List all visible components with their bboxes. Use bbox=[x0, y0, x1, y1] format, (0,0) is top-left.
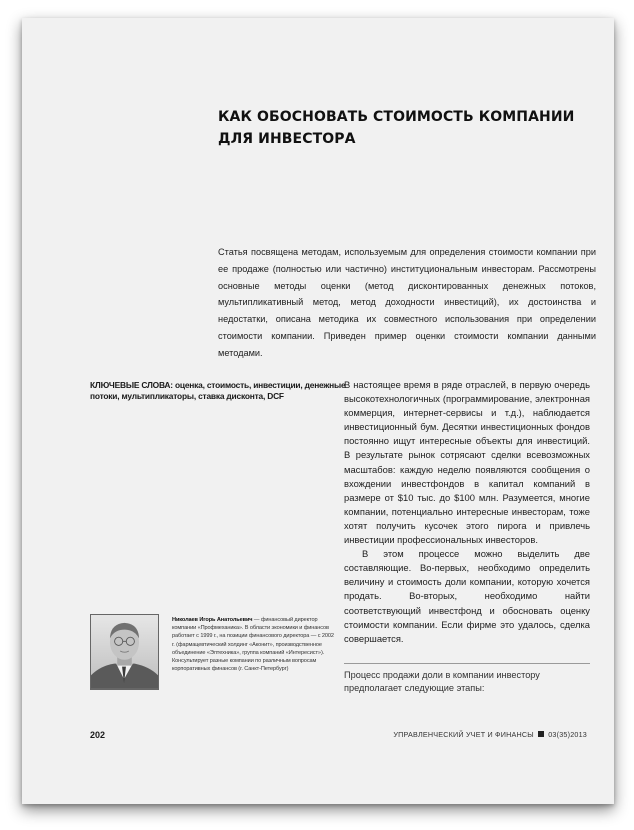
body-paragraph: В этом процессе можно выделить две составляющие. Во-первых, необходимо определить величину и стоимость доли компании, которую хочется продать. Во-вторых, необходимо найти соответствующий инвестфонд и обосновать оценку стоимости компании. Если фирме это удалось, сделка совершается. bbox=[344, 548, 590, 644]
keywords: КЛЮЧЕВЫЕ СЛОВА: оценка, стоимость, инвестиции, денежные потоки, мультипликаторы, ставка дисконта, DCF bbox=[90, 380, 346, 401]
journal-page bbox=[22, 18, 614, 804]
article-body bbox=[344, 378, 590, 646]
square-bullet-icon bbox=[538, 731, 544, 737]
section-divider bbox=[344, 663, 590, 664]
article-abstract: Статья посвящена методам, используемым для определения стоимости компании при ее продаже (полностью или частично) институциональным инвесторам. Рассмотрены основные методы оценки (метод дисконтированных денежных потоков, мультипликативный метод, метод доходности инвестиций), их достоинства и недостатки, описана методика их совместного использования при определении стоимости компании. Приведен пример оценки стоимости компании данными методами. bbox=[218, 247, 596, 358]
journal-footer bbox=[393, 730, 587, 739]
author-description: — финансовый директор компании «Профмеханика». В области экономики и финансов работает с 1999 г., на позиции финансового директора — с 2002 г. (фармацевтический холдинг «Аконит», производственное объединение «Элтехника», группа компаний «Интересист»). Консультирует разные компании по различным вопросам корпоративных финансов (г. Санкт-Петербург) bbox=[172, 617, 334, 673]
journal-name: УПРАВЛЕНЧЕСКИЙ УЧЕТ И ФИНАНСЫ bbox=[393, 730, 534, 739]
author-name: Николаев Игорь Анатольевич bbox=[172, 617, 253, 623]
article-title: КАК ОБОСНОВАТЬ СТОИМОСТЬ КОМПАНИИ ДЛЯ ИНВЕСТОРА bbox=[218, 109, 575, 147]
page-number: 202 bbox=[90, 730, 106, 740]
process-intro: Процесс продажи доли в компании инвестору предполагает следующие этапы: bbox=[344, 670, 540, 694]
journal-issue: 03(35)2013 bbox=[548, 730, 587, 739]
author-bio bbox=[172, 616, 338, 673]
author-photo bbox=[90, 614, 159, 690]
body-paragraph: В настоящее время в ряде отраслей, в первую очередь высокотехнологичных (программирование, электронная коммерция, интернет-сервисы и т.д.), наблюдается инвестиционный бум. Десятки инвестиционных фондов постоянно ищут интересные объекты для инвестиций. В результате рынок сотрясают сделки всевозможных масштабов: каждую неделю появляются сообщения о вхождении инвестфондов в капитал компаний в размере от $10 тыс. до $100 млн. Разумеется, многие компании, потенциально интересные инвесторам, тоже хотят получить кусочек этого пирога и привлечь инвестиции профессиональных инвесторов. bbox=[344, 379, 590, 546]
